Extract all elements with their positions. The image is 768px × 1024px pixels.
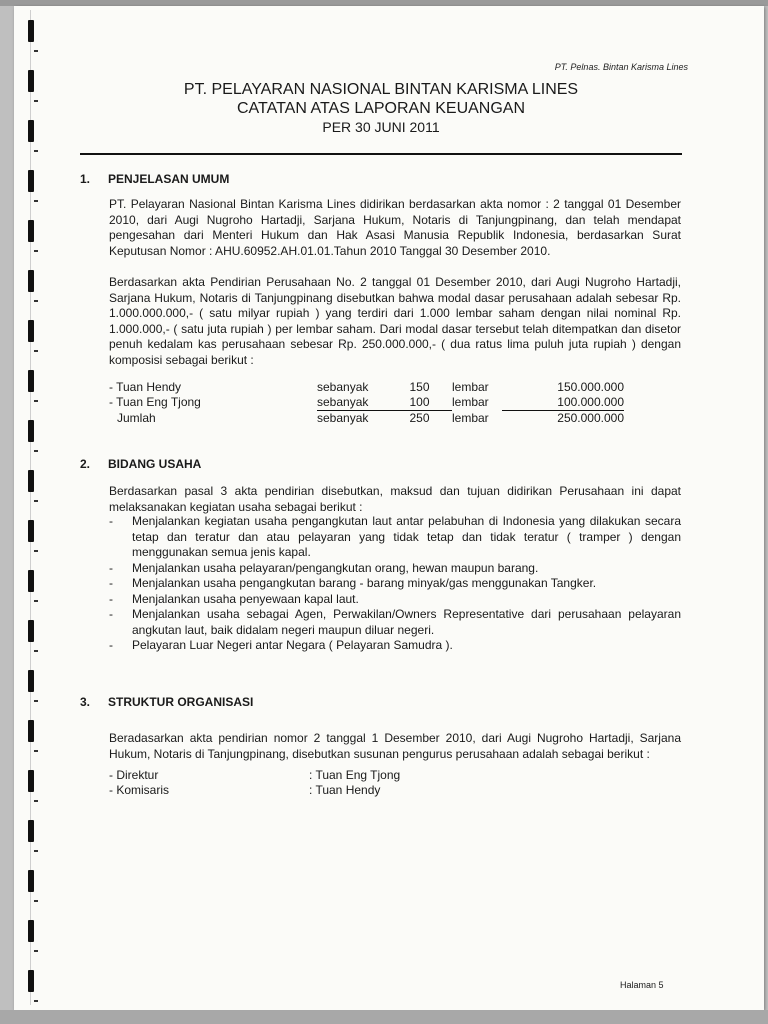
section-1-paragraph-1: PT. Pelayaran Nasional Bintan Karisma Lines didirikan berdasarkan akta nomor : 2 tanggal 01 Desember 2010, dari Augi Nugroho Hartadji, Sarjana Hukum, Notaris di Tanjungpinang, dan telah mendapat pengesahan dari Menteri Hukum dan Hak Asasi Manusia Republik Indonesia, berdasarkan Surat Keputusan Nomor : AHU.60952.AH.01.01.Tahun 2010 Tanggal 30 Desember 2010. bbox=[109, 197, 681, 258]
binding-tick bbox=[34, 750, 38, 752]
binding-tick bbox=[34, 600, 38, 602]
title-subject: CATATAN ATAS LAPORAN KEUANGAN bbox=[236, 100, 526, 117]
binding-tick bbox=[34, 150, 38, 152]
binding-hole bbox=[28, 270, 34, 292]
shareholder-amount: 150.000.000 bbox=[557, 380, 624, 394]
list-item: - Menjalankan kegiatan usaha pengangkutan laut antar pelabuhan di Indonesia yang dilakukan secara tetap dan teratur dan atau pelayaran yang tidak tetap dan tidak teratur ( tramper ) dengan menggunakan semua jenis kapal. bbox=[109, 514, 681, 559]
section-1-paragraph-2: Berdasarkan akta Pendirian Perusahaan No. 2 tanggal 01 Desember 2010, dari Augi Nugroho Hartadji, Sarjana Hukum, Notaris di Tanjungpinang disebutkan bahwa modal dasar perusahaan adalah sebesar Rp. 1.000.000.000,- ( satu milyar rupiah ) yang terdiri dari 1.000 lembar saham dengan nilai nominal Rp. 1.000.000,- ( satu juta rupiah ) per lembar saham. Dari modal dasar tersebut telah ditempatkan dan disetor penuh kedalam kas perusahaan sebesar Rp. 250.000.000,- ( dua ratus lima puluh juta rupiah ) dengan komposisi sebagai berikut : bbox=[109, 275, 681, 367]
binding-tick bbox=[34, 700, 38, 702]
binding-tick bbox=[34, 200, 38, 202]
binding-tick bbox=[34, 350, 38, 352]
binding-hole bbox=[28, 820, 34, 842]
title-divider bbox=[80, 153, 682, 155]
binding-tick bbox=[34, 50, 38, 52]
total-unit: lembar bbox=[452, 410, 489, 425]
table-row bbox=[109, 768, 400, 783]
section-2-number: 2. bbox=[80, 457, 91, 471]
section-3-heading bbox=[80, 695, 253, 709]
table-row-total bbox=[109, 411, 624, 427]
shareholder-unit: lembar bbox=[452, 380, 489, 394]
organization-table bbox=[109, 768, 400, 798]
binding-hole bbox=[28, 620, 34, 642]
binding-hole bbox=[28, 870, 34, 892]
binding-hole bbox=[28, 470, 34, 492]
list-item: - Menjalankan usaha penyewaan kapal laut. bbox=[109, 591, 359, 606]
list-item-text: Menjalankan usaha penyewaan kapal laut. bbox=[132, 591, 359, 606]
table-row bbox=[109, 783, 400, 798]
binding-tick bbox=[34, 800, 38, 802]
binding-hole bbox=[28, 670, 34, 692]
binding-tick bbox=[34, 250, 38, 252]
shareholder-qty: 100 bbox=[387, 395, 452, 411]
total-label: Jumlah bbox=[117, 410, 156, 425]
title-date: PER 30 JUNI 2011 bbox=[322, 119, 440, 135]
binding-hole bbox=[28, 920, 34, 942]
shareholder-name: - Tuan Eng Tjong bbox=[109, 395, 201, 410]
list-item: - Menjalankan usaha sebagai Agen, Perwakilan/Owners Representative dari perusahaan pelayaran angkutan laut, baik didalam negeri maupun diluar negeri. bbox=[109, 607, 681, 637]
list-item-text: Menjalankan usaha pelayaran/pengangkutan orang, hewan maupun barang. bbox=[132, 560, 539, 575]
total-qty: 250 bbox=[409, 411, 430, 425]
binding-tick bbox=[34, 1000, 38, 1002]
binding-hole bbox=[28, 570, 34, 592]
list-item-text: Pelayaran Luar Negeri antar Negara ( Pelayaran Samudra ). bbox=[132, 638, 453, 652]
list-item-text: Menjalankan kegiatan usaha pengangkutan laut antar pelabuhan di Indonesia yang dilakukan secara tetap dan teratur dan atau pelayaran yang tidak tetap dan tidak teratur ( tramper ) dengan menggunakan semua jenis kapal. bbox=[132, 514, 681, 559]
shareholder-table bbox=[109, 380, 624, 426]
shareholder-qty: 150 bbox=[409, 380, 430, 394]
page-number: Halaman 5 bbox=[620, 980, 664, 990]
shareholder-label: sebanyak bbox=[317, 395, 387, 411]
section-1-heading bbox=[80, 172, 229, 186]
total-label-sebanyak: sebanyak bbox=[317, 411, 369, 425]
binding-tick bbox=[34, 900, 38, 902]
binding-hole bbox=[28, 520, 34, 542]
binding-hole bbox=[28, 720, 34, 742]
section-3-number: 3. bbox=[80, 695, 91, 709]
binding-hole bbox=[28, 70, 34, 92]
shareholder-label: sebanyak bbox=[317, 380, 369, 394]
list-item-text: Menjalankan usaha pengangkutan barang - barang minyak/gas menggunakan Tangker. bbox=[132, 576, 597, 590]
total-amount: 250.000.000 bbox=[557, 411, 624, 425]
officer-name: : Tuan Hendy bbox=[309, 783, 381, 797]
table-row bbox=[109, 395, 624, 411]
binding-hole bbox=[28, 220, 34, 242]
section-1-title: PENJELASAN UMUM bbox=[108, 172, 230, 186]
scan-bottom-edge bbox=[0, 1010, 768, 1024]
binding-hole bbox=[28, 420, 34, 442]
binding-holes bbox=[28, 10, 38, 1005]
binding-hole bbox=[28, 170, 34, 192]
shareholder-name: - Tuan Hendy bbox=[109, 380, 182, 394]
binding-hole bbox=[28, 320, 34, 342]
list-item-text: Menjalankan usaha sebagai Agen, Perwakilan/Owners Representative dari perusahaan pelayaran angkutan laut, baik didalam negeri maupun diluar negeri. bbox=[132, 607, 681, 637]
binding-tick bbox=[34, 650, 38, 652]
binding-tick bbox=[34, 950, 38, 952]
section-2-heading bbox=[80, 457, 201, 471]
binding-tick bbox=[34, 500, 38, 502]
binding-tick bbox=[34, 450, 38, 452]
title-company: PT. PELAYARAN NASIONAL BINTAN KARISMA LINES bbox=[183, 81, 579, 98]
binding-hole bbox=[28, 370, 34, 392]
binding-tick bbox=[34, 550, 38, 552]
list-item: - Pelayaran Luar Negeri antar Negara ( Pelayaran Samudra ). bbox=[109, 638, 453, 652]
list-item: - Menjalankan usaha pelayaran/pengangkutan orang, hewan maupun barang. bbox=[109, 560, 539, 575]
section-3-intro: Beradasarkan akta pendirian nomor 2 tanggal 1 Desember 2010, dari Augi Nugroho Hartadji, Sarjana Hukum, Notaris di Tanjungpinang, disebutkan susunan pengurus perusahaan adalah sebagai berikut : bbox=[109, 731, 681, 761]
binding-hole bbox=[28, 770, 34, 792]
binding-tick bbox=[34, 400, 38, 402]
binding-tick bbox=[34, 300, 38, 302]
officer-role: - Komisaris bbox=[109, 783, 170, 797]
binding-tick bbox=[34, 100, 38, 102]
binding-hole bbox=[28, 970, 34, 992]
officer-role: - Direktur bbox=[109, 768, 159, 782]
shareholder-amount: 100.000.000 bbox=[502, 395, 624, 411]
running-header: PT. Pelnas. Bintan Karisma Lines bbox=[554, 62, 688, 72]
section-3-title: STRUKTUR ORGANISASI bbox=[108, 695, 254, 709]
binding-tick bbox=[34, 850, 38, 852]
list-item: - Menjalankan usaha pengangkutan barang - barang minyak/gas menggunakan Tangker. bbox=[109, 576, 597, 590]
officer-name: : Tuan Eng Tjong bbox=[309, 768, 401, 782]
section-2-title: BIDANG USAHA bbox=[108, 457, 202, 471]
section-1-number: 1. bbox=[80, 172, 91, 186]
document-title bbox=[80, 80, 682, 137]
section-2-intro: Berdasarkan pasal 3 akta pendirian disebutkan, maksud dan tujuan didirikan Perusahaan ini dapat melaksanakan kegiatan usaha sebagai berikut : bbox=[109, 484, 681, 514]
shareholder-unit: lembar bbox=[452, 395, 489, 410]
binding-hole bbox=[28, 120, 34, 142]
table-row bbox=[109, 380, 624, 395]
binding-hole bbox=[28, 20, 34, 42]
business-activities-list bbox=[109, 514, 681, 654]
